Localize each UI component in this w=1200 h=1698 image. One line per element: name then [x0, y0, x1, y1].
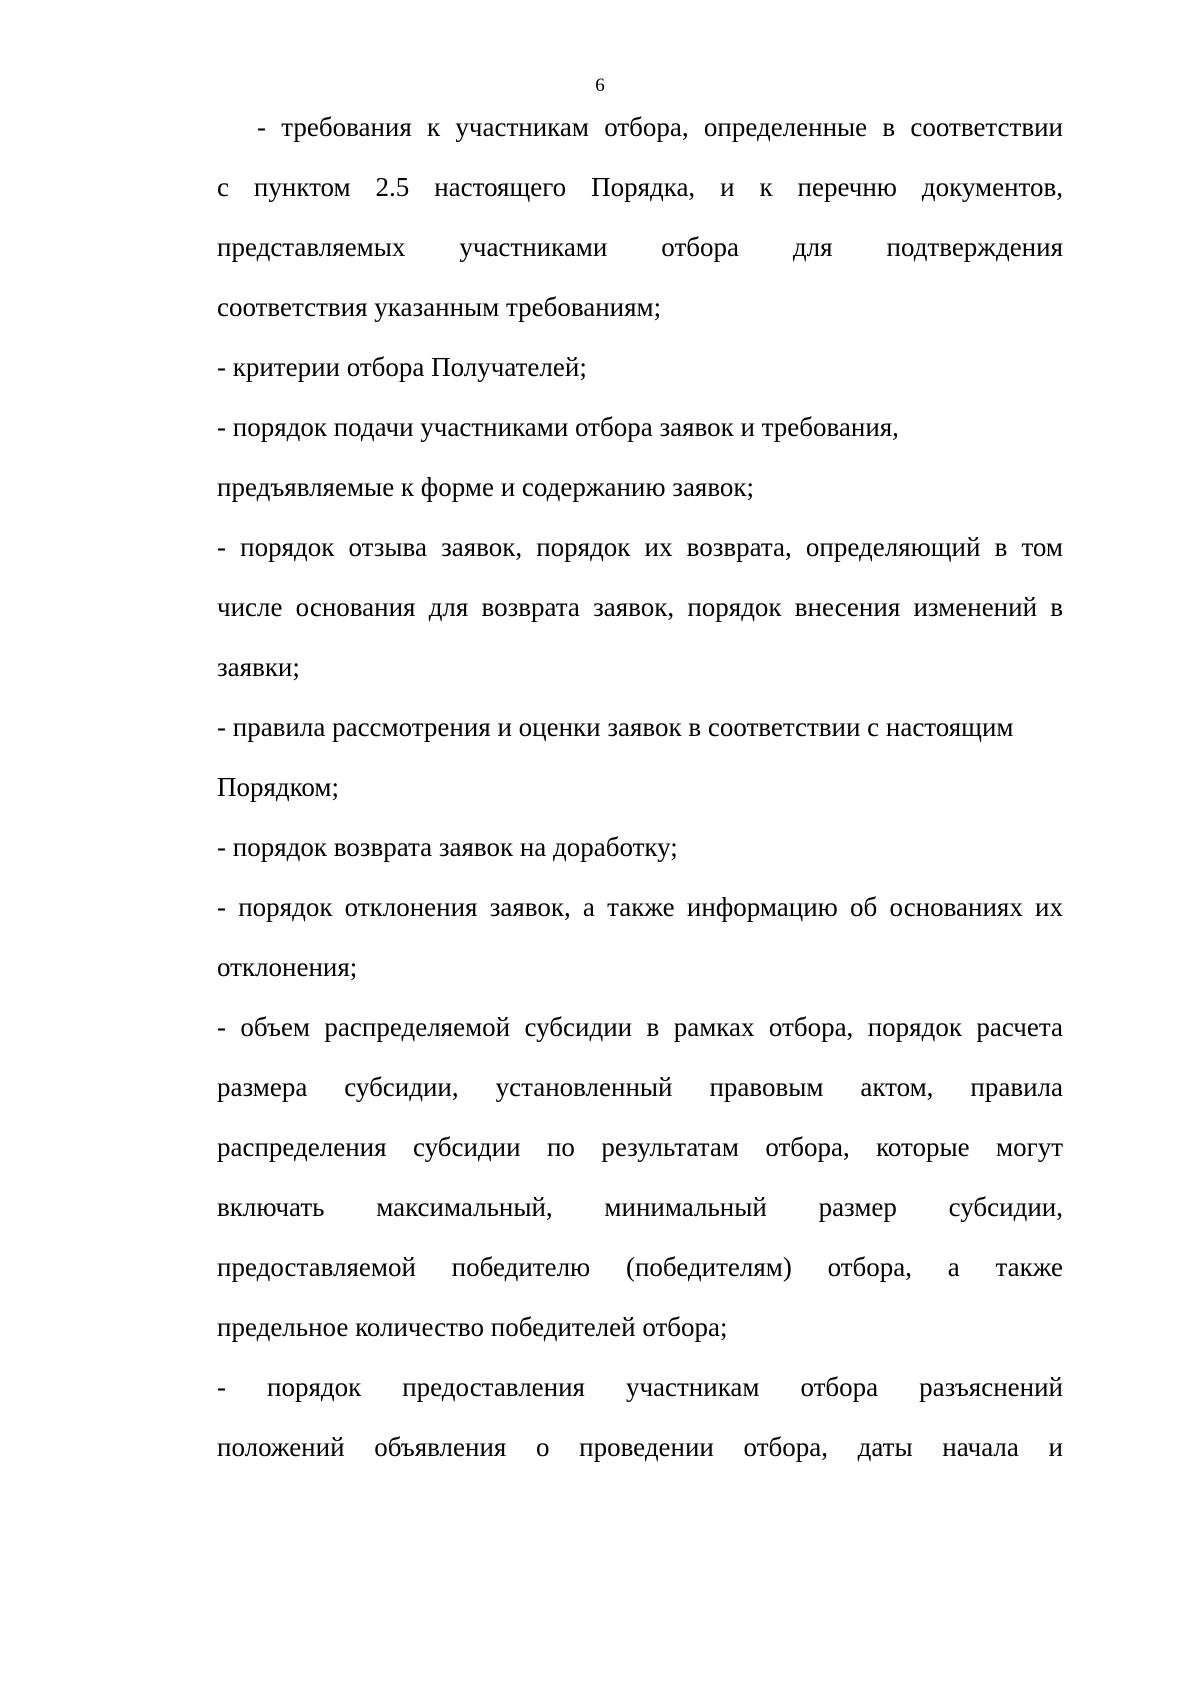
- text-line: - порядок возврата заявок на доработку;: [217, 832, 678, 862]
- text-line: представляемых участниками отбора для подтверждения: [217, 232, 1063, 262]
- text-line: числе основания для возврата заявок, порядок внесения изменений в: [217, 592, 1063, 622]
- text-line: - порядок предоставления участникам отбора разъяснений: [217, 1372, 1063, 1402]
- text-line: - правила рассмотрения и оценки заявок в соответствии с настоящим: [217, 712, 1014, 742]
- text-line: - требования к участникам отбора, определенные в соответствии: [257, 112, 1063, 142]
- text-line: предоставляемой победителю (победителям) отбора, а также: [217, 1252, 1063, 1282]
- text-line: - объем распределяемой субсидии в рамках отбора, порядок расчета: [217, 1012, 1063, 1042]
- text-line: распределения субсидии по результатам отбора, которые могут: [217, 1132, 1063, 1162]
- page-number: 6: [595, 75, 605, 96]
- text-line: - критерии отбора Получателей;: [217, 352, 587, 382]
- text-line: - порядок отзыва заявок, порядок их возврата, определяющий в том: [217, 532, 1063, 562]
- text-line: размера субсидии, установленный правовым актом, правила: [217, 1072, 1063, 1102]
- text-line: положений объявления о проведении отбора, даты начала и: [217, 1432, 1063, 1462]
- text-line: предельное количество победителей отбора;: [217, 1312, 728, 1342]
- text-line: - порядок подачи участниками отбора заявок и требования,: [217, 412, 899, 442]
- text-line: соответствия указанным требованиям;: [217, 292, 662, 322]
- text-line: включать максимальный, минимальный размер субсидии,: [217, 1192, 1063, 1222]
- text-line: с пунктом 2.5 настоящего Порядка, и к перечню документов,: [217, 172, 1063, 202]
- text-line: Порядком;: [217, 772, 339, 802]
- text-line: отклонения;: [217, 952, 358, 982]
- text-line: заявки;: [217, 652, 300, 682]
- text-line: - порядок отклонения заявок, а также информацию об основаниях их: [217, 892, 1063, 922]
- text-line: предъявляемые к форме и содержанию заявок;: [217, 472, 755, 502]
